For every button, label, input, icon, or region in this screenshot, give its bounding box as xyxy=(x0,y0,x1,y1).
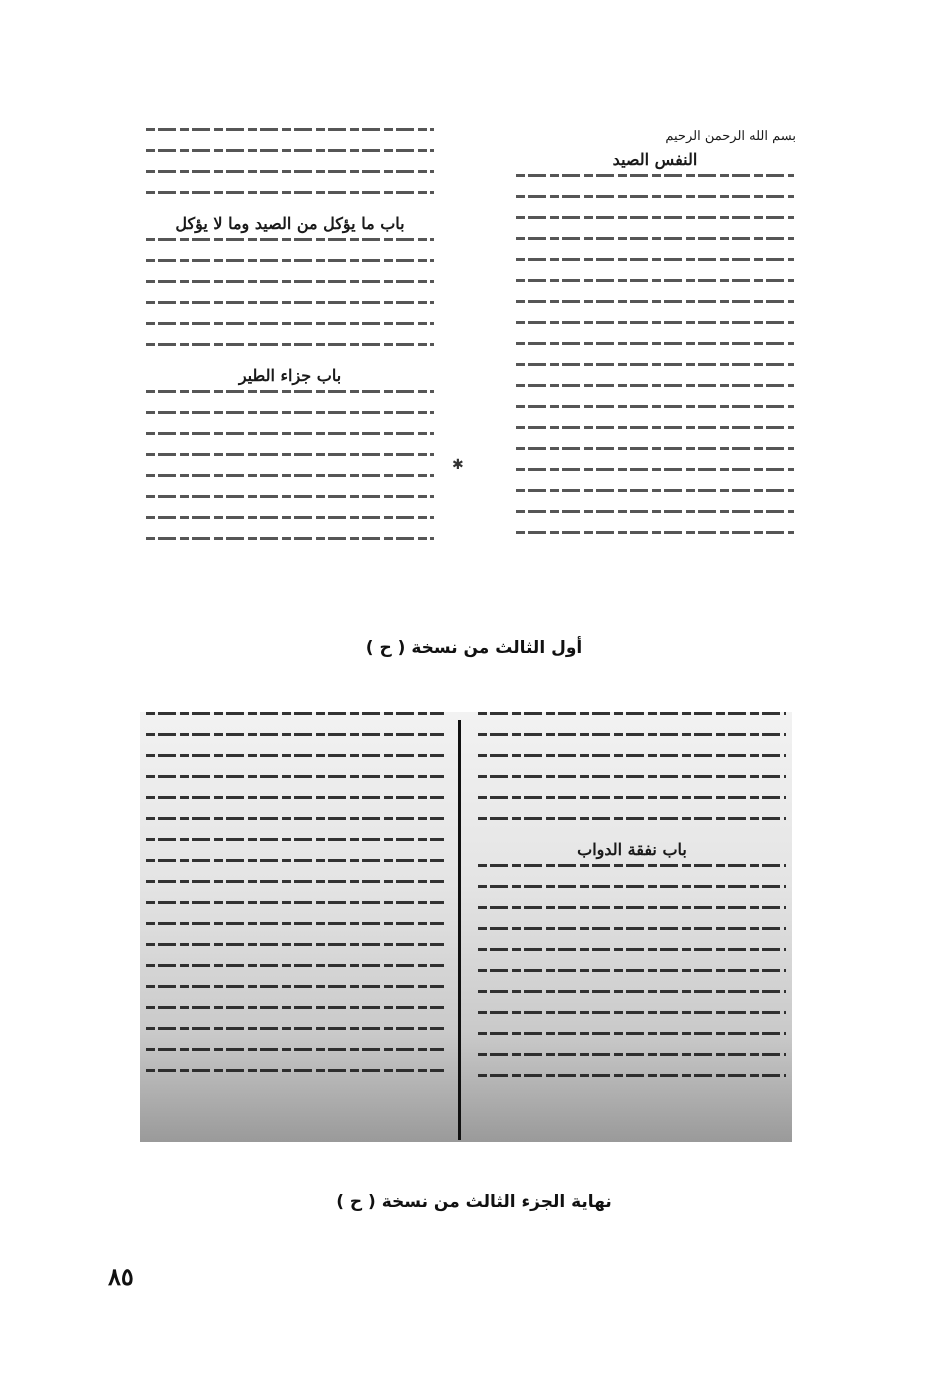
manuscript-ink-line xyxy=(146,922,444,925)
manuscript-ink-line xyxy=(146,259,434,262)
manuscript-ink-line xyxy=(516,363,794,366)
manuscript-ink-line xyxy=(146,964,444,967)
margin-mark: ✱ xyxy=(452,457,464,473)
manuscript-ink-line xyxy=(478,712,786,715)
manuscript-ink-line xyxy=(478,969,786,972)
manuscript-ink-line xyxy=(516,468,794,471)
caption-top: أول الثالث من نسخة ( ح ) xyxy=(365,638,583,658)
manuscript-ink-line xyxy=(478,1053,786,1056)
manuscript-ink-line xyxy=(478,754,786,757)
manuscript-ink-line xyxy=(146,280,434,283)
manuscript-ink-line xyxy=(516,216,794,219)
manuscript-ink-line xyxy=(146,453,434,456)
manuscript-ink-line xyxy=(146,474,434,477)
manuscript-heading: باب نفقة الدواب xyxy=(577,840,687,859)
manuscript-ink-line xyxy=(516,384,794,387)
manuscript-ink-line xyxy=(478,817,786,820)
manuscript-ink-line xyxy=(478,864,786,867)
manuscript-ink-line xyxy=(478,1074,786,1077)
manuscript-ink-line xyxy=(478,796,786,799)
manuscript-ink-line xyxy=(146,411,434,414)
manuscript-ink-line xyxy=(146,322,434,325)
manuscript-ink-line xyxy=(146,516,434,519)
manuscript-ink-line xyxy=(146,943,444,946)
manuscript-ink-line xyxy=(516,174,794,177)
manuscript-ink-line xyxy=(478,990,786,993)
manuscript-ink-line xyxy=(146,775,444,778)
manuscript-ink-line xyxy=(478,885,786,888)
manuscript-ink-line xyxy=(146,149,434,152)
manuscript-ink-line xyxy=(478,1011,786,1014)
manuscript-ink-line xyxy=(146,712,444,715)
manuscript-ink-line xyxy=(146,1069,444,1072)
manuscript-ink-line xyxy=(478,906,786,909)
manuscript-plate-bottom xyxy=(140,712,792,1142)
manuscript-ink-line xyxy=(146,796,444,799)
manuscript-plate-top xyxy=(140,128,800,598)
manuscript-ink-line xyxy=(146,985,444,988)
manuscript-ink-line xyxy=(146,191,434,194)
caption-bottom: نهاية الجزء الثالث من نسخة ( ح ) xyxy=(336,1192,612,1212)
manuscript-ink-line xyxy=(516,195,794,198)
manuscript-column-right xyxy=(510,128,800,598)
manuscript-column-right xyxy=(472,712,792,1142)
manuscript-ink-line xyxy=(516,426,794,429)
manuscript-ink-line xyxy=(146,754,444,757)
manuscript-ink-line xyxy=(478,927,786,930)
manuscript-ink-line xyxy=(478,1032,786,1035)
manuscript-ink-line xyxy=(146,901,444,904)
manuscript-ink-line xyxy=(478,948,786,951)
manuscript-ink-line xyxy=(516,258,794,261)
manuscript-ink-line xyxy=(516,489,794,492)
manuscript-ink-line xyxy=(146,733,444,736)
manuscript-ink-line xyxy=(146,170,434,173)
manuscript-ink-line xyxy=(516,447,794,450)
manuscript-ink-line xyxy=(146,880,444,883)
manuscript-ink-line xyxy=(146,1027,444,1030)
manuscript-ink-line xyxy=(146,495,434,498)
manuscript-ink-line xyxy=(146,1006,444,1009)
manuscript-ink-line xyxy=(146,128,434,131)
manuscript-ink-line xyxy=(478,775,786,778)
manuscript-ink-line xyxy=(516,279,794,282)
manuscript-ink-line xyxy=(516,510,794,513)
manuscript-ink-line xyxy=(516,300,794,303)
manuscript-ink-line xyxy=(146,432,434,435)
manuscript-line: بسم الله الرحمن الرحيم xyxy=(665,129,796,144)
manuscript-ink-line xyxy=(478,733,786,736)
manuscript-ink-line xyxy=(146,301,434,304)
manuscript-heading: باب ما يؤكل من الصيد وما لا يؤكل xyxy=(175,214,405,233)
manuscript-ink-line xyxy=(516,531,794,534)
manuscript-ink-line xyxy=(146,343,434,346)
manuscript-column-left xyxy=(140,128,440,598)
manuscript-ink-line xyxy=(146,838,444,841)
manuscript-ink-line xyxy=(516,405,794,408)
manuscript-ink-line xyxy=(146,859,444,862)
manuscript-ink-line xyxy=(146,390,434,393)
manuscript-ink-line xyxy=(146,238,434,241)
manuscript-ink-line xyxy=(516,342,794,345)
manuscript-heading: باب جزاء الطير xyxy=(238,366,342,385)
manuscript-ink-line xyxy=(146,817,444,820)
manuscript-ink-line xyxy=(516,321,794,324)
manuscript-ink-line xyxy=(146,537,434,540)
manuscript-heading: النفس الصيد xyxy=(612,150,698,169)
manuscript-ink-line xyxy=(146,1048,444,1051)
manuscript-column-left xyxy=(140,712,450,1142)
manuscript-ink-line xyxy=(516,237,794,240)
page-number: ٨٥ xyxy=(108,1262,134,1291)
manuscript-gutter xyxy=(458,720,461,1140)
